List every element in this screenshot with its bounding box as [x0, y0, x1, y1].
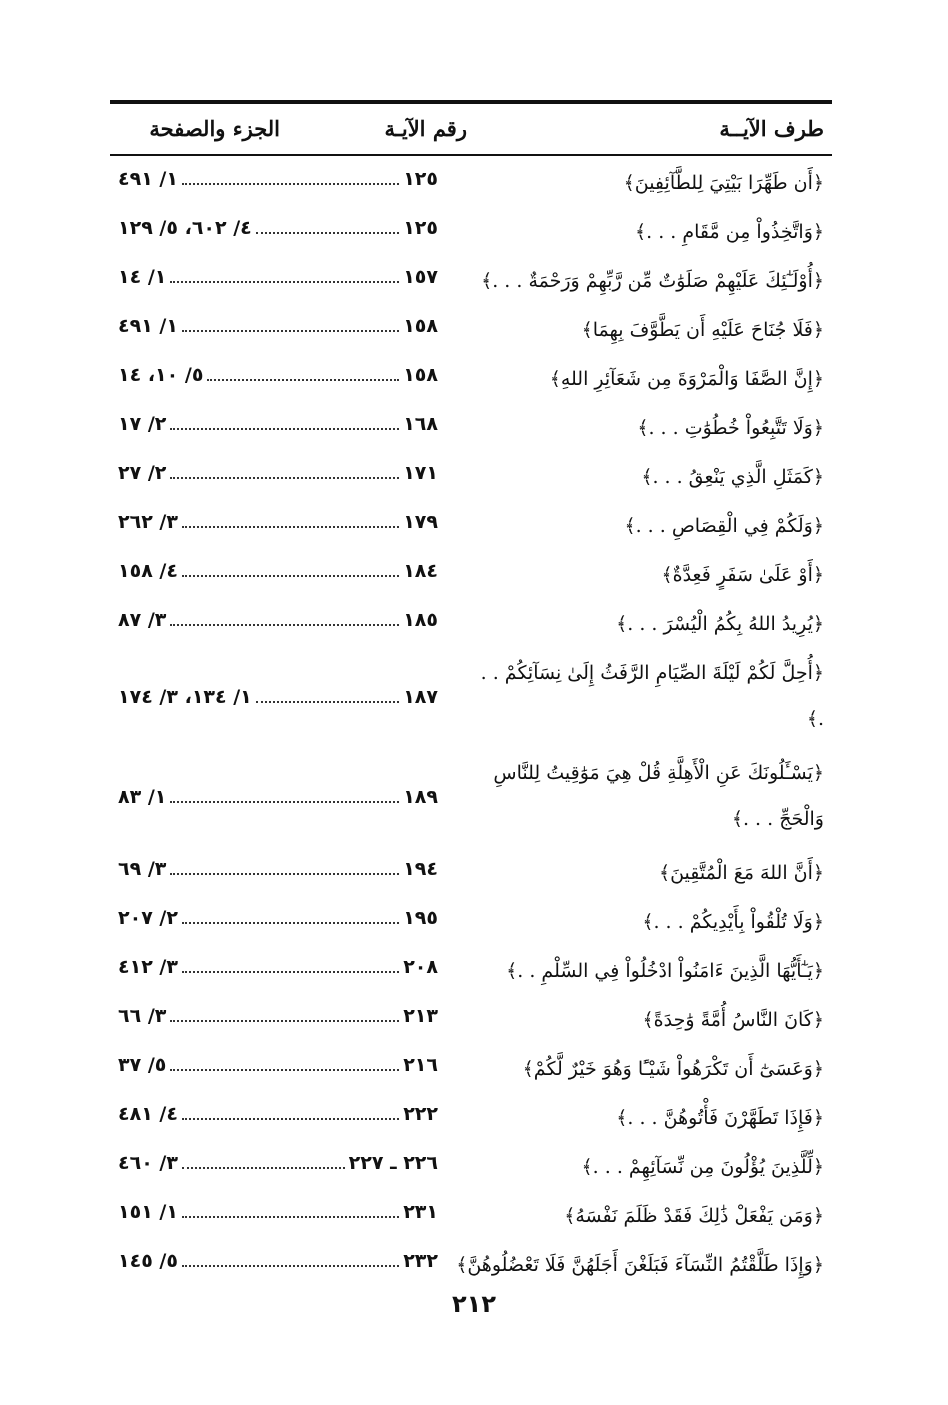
verse-excerpt: ﴿إِنَّ الصَّفَا وَالْمَرْوَةَ مِن شَعَآئِرِ اللهِ﴾ — [549, 368, 824, 390]
table-row — [110, 450, 832, 499]
verse-number: ١٥٧ — [403, 266, 438, 288]
page-number: ٢١٢ — [452, 1290, 496, 1318]
reference — [118, 413, 438, 435]
leader-dots — [256, 218, 399, 234]
reference — [118, 609, 438, 631]
reference — [118, 956, 438, 978]
verse-number: ٢٢٦ ـ ٢٢٧ — [348, 1152, 438, 1174]
verse-number: ١٥٨ — [403, 315, 438, 337]
table-row — [110, 1042, 832, 1091]
verse-number: ١٩٤ — [403, 858, 438, 880]
leader-dots — [170, 859, 399, 875]
table-row — [110, 646, 832, 746]
leader-dots — [182, 512, 399, 528]
part-page: ٥/ ١٤٥ — [118, 1250, 178, 1272]
verse-number: ١٧١ — [403, 462, 438, 484]
reference — [118, 907, 438, 929]
table-row — [110, 254, 832, 303]
table-row — [110, 846, 832, 895]
verse-excerpt: ﴿كَمَثَلِ الَّذِي يَنْعِقُ . . .﴾ — [641, 466, 824, 488]
leader-dots — [182, 957, 399, 973]
table-row — [110, 499, 832, 548]
verse-number: ١٨٥ — [403, 609, 438, 631]
table-row — [110, 1091, 832, 1140]
leader-dots — [182, 1153, 345, 1169]
part-page: ٢/ ٢٠٧ — [118, 907, 178, 929]
verse-excerpt: ﴿يُرِيدُ اللهُ بِكُمُ الْيُسْرَ . . .﴾ — [616, 613, 824, 635]
part-page: ٣/ ٤٦٠ — [118, 1152, 178, 1174]
verse-number: ١٢٥ — [403, 217, 438, 239]
table-row — [110, 993, 832, 1042]
header-verse-number: رقم الآيـة — [384, 116, 467, 141]
verse-number: ١٨٩ — [403, 786, 438, 808]
table-row — [110, 401, 832, 450]
verse-number: ٢١٦ — [403, 1054, 438, 1076]
reference — [118, 858, 438, 880]
reference — [118, 786, 438, 808]
part-page: ٤/ ٤٨١ — [118, 1103, 178, 1125]
part-page: ٢/ ١٧ — [118, 413, 167, 435]
verse-excerpt: ﴿فَلَا جُنَاحَ عَلَيْهِ أَن يَطَّوَّفَ بِهِمَا﴾ — [581, 319, 824, 341]
reference — [118, 168, 438, 190]
verse-number: ١٨٤ — [403, 560, 438, 582]
header-part-page: الجزء والصفحة — [149, 116, 280, 141]
part-page: ١/ ١٥١ — [118, 1201, 178, 1223]
leader-dots — [182, 1251, 399, 1267]
table-row — [110, 156, 832, 205]
leader-dots — [182, 908, 399, 924]
leader-dots — [170, 1006, 399, 1022]
table-row — [110, 1238, 832, 1287]
reference — [118, 560, 438, 582]
table-row — [110, 1140, 832, 1189]
table-row — [110, 205, 832, 254]
verse-excerpt: ﴿لِّلَّذِينَ يُؤْلُونَ مِن نِّسَآئِهِمْ . . .﴾ — [581, 1156, 824, 1178]
verse-excerpt: ﴿فَإِذَا تَطَهَّرْنَ فَأْتُوهُنَّ . . .﴾ — [616, 1107, 824, 1129]
part-page: ١/ ٨٣ — [118, 786, 167, 808]
reference — [118, 1250, 438, 1272]
verse-number: ١٦٨ — [403, 413, 438, 435]
part-page: ٣/ ٦٩ — [118, 858, 167, 880]
table-row — [110, 548, 832, 597]
part-page: ٥/ ١٠، ١٤ — [118, 364, 204, 386]
leader-dots — [207, 365, 399, 381]
verse-excerpt: ﴿وَاتَّخِذُواْ مِن مَّقَامِ . . .﴾ — [635, 221, 824, 243]
leader-dots — [170, 463, 399, 479]
leader-dots — [170, 414, 399, 430]
verse-excerpt: ﴿وَلَا تُلْقُواْ بِأَيْدِيكُمْ . . .﴾ — [642, 911, 824, 933]
table-row — [110, 352, 832, 401]
verse-excerpt: ﴿وَإِذَا طَلَّقْتُمُ النِّسَآءَ فَبَلَغْنَ أَجَلَهُنَّ فَلَا تَعْضُلُوهُنَّ﴾ — [456, 1254, 824, 1276]
part-page: ٥/ ٣٧ — [118, 1054, 167, 1076]
verse-number: ١٧٩ — [403, 511, 438, 533]
verse-excerpt: ﴿يَسْـَٔلُونَكَ عَنِ الْأَهِلَّةِ قُلْ هِيَ مَوَٰقِيتُ لِلنَّاسِ وَالْحَجِّ . . .﴾ — [493, 762, 824, 830]
reference — [118, 266, 438, 288]
leader-dots — [182, 316, 399, 332]
verse-number: ٢٢٢ — [403, 1103, 438, 1125]
reference — [118, 364, 438, 386]
part-page: ٤/ ١٥٨ — [118, 560, 178, 582]
verse-number: ١٥٨ — [403, 364, 438, 386]
reference — [118, 686, 438, 708]
header-verse: طرف الآيــة — [719, 116, 824, 141]
leader-dots — [182, 1104, 399, 1120]
verse-number: ٢٣١ — [403, 1201, 438, 1223]
leader-dots — [170, 1055, 399, 1071]
verse-number: ٢١٣ — [403, 1005, 438, 1027]
reference — [118, 1103, 438, 1125]
part-page: ٣/ ٤١٢ — [118, 956, 178, 978]
leader-dots — [182, 1202, 399, 1218]
part-page: ١/ ٤٩١ — [118, 168, 178, 190]
index-rows — [110, 156, 832, 1287]
verse-number: ١٢٥ — [403, 168, 438, 190]
table-row — [110, 597, 832, 646]
part-page: ٢/ ٢٧ — [118, 462, 167, 484]
part-page: ٣/ ٦٦ — [118, 1005, 167, 1027]
verse-excerpt: ﴿أَن طَهِّرَا بَيْتِيَ لِلطَّآئِفِينَ﴾ — [623, 172, 824, 194]
verse-excerpt: ﴿وَلَكُمْ فِي الْقِصَاصِ . . .﴾ — [624, 515, 824, 537]
reference — [118, 217, 438, 239]
verse-number: ٢٣٢ — [403, 1250, 438, 1272]
leader-dots — [170, 267, 399, 283]
table-row — [110, 746, 832, 846]
reference — [118, 1005, 438, 1027]
table-row — [110, 1189, 832, 1238]
verse-excerpt: ﴿أَنَّ اللهَ مَعَ الْمُتَّقِينَ﴾ — [658, 862, 824, 884]
verse-excerpt: ﴿يَـٰٓأَيُّهَا الَّذِينَ ءَامَنُواْ ادْخُلُواْ فِي السِّلْمِ . .﴾ — [506, 960, 824, 982]
reference — [118, 315, 438, 337]
reference — [118, 1054, 438, 1076]
part-page: ٣/ ٢٦٢ — [118, 511, 178, 533]
verse-excerpt: ﴿وَمَن يَفْعَلْ ذَٰلِكَ فَقَدْ ظَلَمَ نَفْسَهُ﴾ — [564, 1205, 824, 1227]
part-page: ١/ ١٣٤، ٣/ ١٧٤ — [118, 686, 252, 708]
verse-excerpt: ﴿أُحِلَّ لَكُمْ لَيْلَةَ الصِّيَامِ الرَّفَثُ إِلَىٰ نِسَآئِكُمْ . . .﴾ — [480, 662, 824, 730]
part-page: ١/ ١٤ — [118, 266, 167, 288]
reference — [118, 1201, 438, 1223]
leader-dots — [182, 561, 399, 577]
leader-dots — [170, 610, 399, 626]
verse-number: ١٨٧ — [403, 686, 438, 708]
part-page: ٣/ ٨٧ — [118, 609, 167, 631]
reference — [118, 462, 438, 484]
table-row — [110, 895, 832, 944]
leader-dots — [182, 169, 399, 185]
table-row — [110, 303, 832, 352]
table-header — [110, 104, 832, 154]
reference — [118, 1152, 438, 1174]
leader-dots — [256, 687, 399, 703]
part-page: ٤/ ٦٠٢، ٥/ ١٢٩ — [118, 217, 252, 239]
verse-excerpt: ﴿أُوْلَـٰٓئِكَ عَلَيْهِمْ صَلَوَٰتٌ مِّن رَّبِّهِمْ وَرَحْمَةٌ . . .﴾ — [481, 270, 824, 292]
table-row — [110, 944, 832, 993]
leader-dots — [170, 787, 399, 803]
verse-number: ١٩٥ — [403, 907, 438, 929]
verse-excerpt: ﴿وَلَا تَتَّبِعُواْ خُطُوَٰتِ . . .﴾ — [637, 417, 824, 439]
reference — [118, 511, 438, 533]
verse-excerpt: ﴿وَعَسَىٰٓ أَن تَكْرَهُواْ شَيْـًٔا وَهُوَ خَيْرٌ لَّكُمْ﴾ — [522, 1058, 824, 1080]
part-page: ١/ ٤٩١ — [118, 315, 178, 337]
verse-excerpt: ﴿أَوْ عَلَىٰ سَفَرٍ فَعِدَّةٌ﴾ — [661, 564, 824, 586]
verse-excerpt: ﴿كَانَ النَّاسُ أُمَّةً وَٰحِدَةً﴾ — [642, 1009, 824, 1031]
index-page — [110, 100, 832, 1287]
verse-number: ٢٠٨ — [403, 956, 438, 978]
